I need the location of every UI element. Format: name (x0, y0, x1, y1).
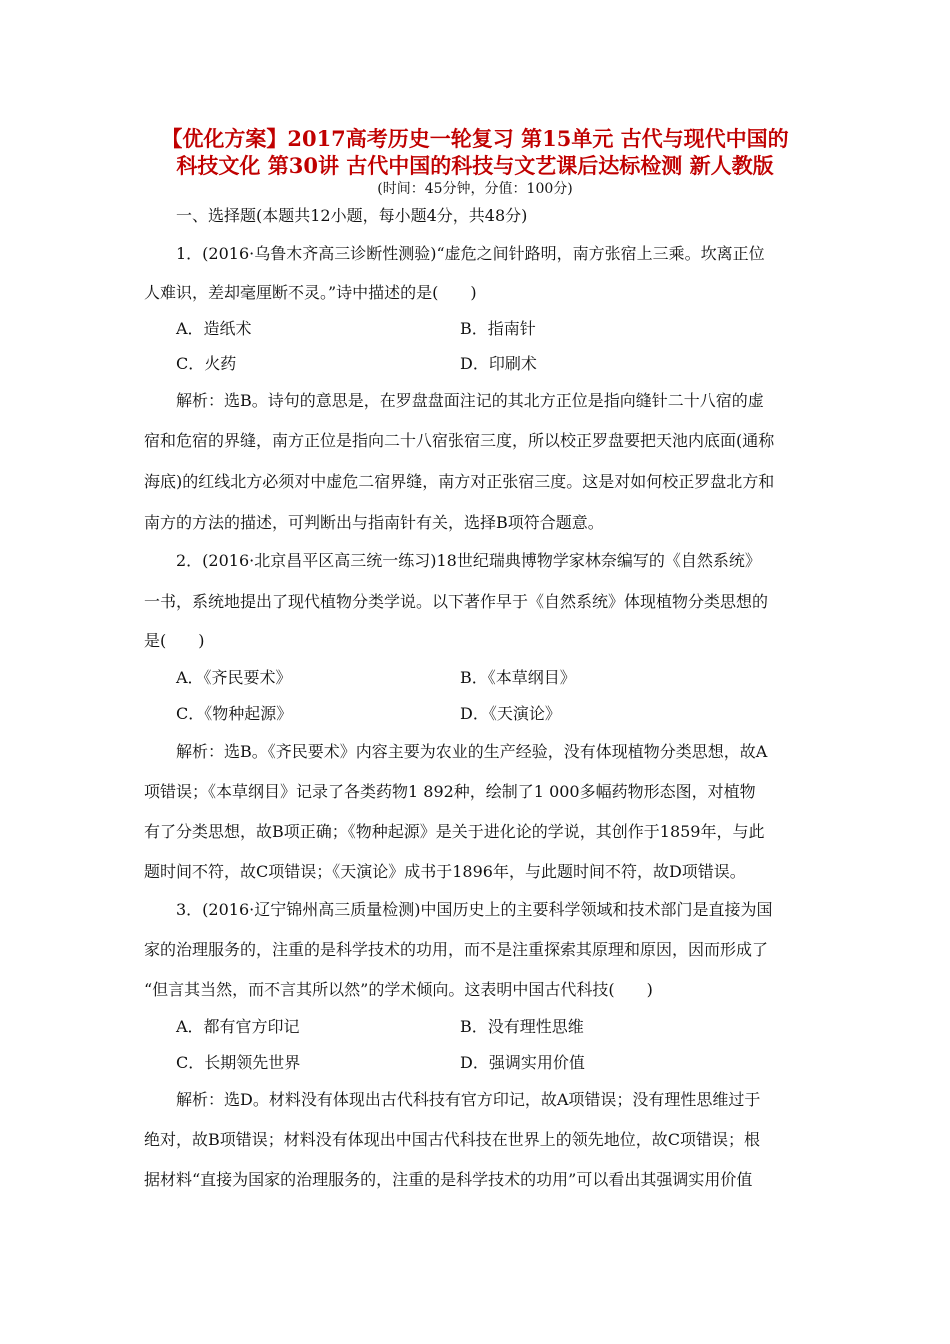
question-2-line3: 是( ) (144, 631, 205, 650)
answer-2-line2: 项错误；《本草纲目》记录了各类药物1 892种，绘制了1 000多幅药物形态图，对植物 (144, 782, 756, 801)
option-b: B．指南针 (460, 319, 536, 338)
question-1-line2: 人难识，差却毫厘断不灵。”诗中描述的是( ) (144, 283, 477, 302)
answer-3-line1: 解析：选D。材料没有体现出古代科技有官方印记，故A项错误；没有理性思维过于 (176, 1090, 761, 1109)
option-c: C．火药 (176, 354, 237, 373)
question-3-line2: 家的治理服务的，注重的是科学技术的功用，而不是注重探索其原理和原因，因而形成了 (144, 940, 769, 959)
answer-2-line1: 解析：选B。《齐民要术》内容主要为农业的生产经验，没有体现植物分类思想，故A (176, 742, 768, 761)
option-c: C．《物种起源》 (176, 704, 293, 723)
option-d: D．印刷术 (460, 354, 537, 373)
option-d: D．《天演论》 (460, 704, 561, 723)
option-a: A．都有官方印记 (176, 1017, 300, 1036)
answer-2-line4: 题时间不符，故C项错误；《天演论》成书于1896年，与此题时间不符，故D项错误。 (144, 862, 746, 881)
option-c: C．长期领先世界 (176, 1053, 301, 1072)
section-heading: 一、选择题(本题共12小题，每小题4分，共48分) (176, 206, 528, 225)
answer-2-line3: 有了分类思想，故B项正确；《物种起源》是关于进化论的学说，其创作于1859年，与此 (144, 822, 765, 841)
answer-1-line3: 海底)的红线北方必须对中虚危二宿界缝，南方对正张宿三度。这是对如何校正罗盘北方和 (144, 472, 775, 491)
question-2-line2: 一书，系统地提出了现代植物分类学说。以下著作早于《自然系统》体现植物分类思想的 (144, 592, 769, 611)
question-1-line1: 1．(2016·乌鲁木齐高三诊断性测验)“虚危之间针路明，南方张宿上三乘。坎离正位 (176, 244, 765, 263)
option-a: A．《齐民要术》 (176, 668, 292, 687)
answer-3-line2: 绝对，故B项错误；材料没有体现出中国古代科技在世界上的领先地位，故C项错误；根 (144, 1130, 761, 1149)
question-2-line1: 2．(2016·北京昌平区高三统一练习)18世纪瑞典博物学家林奈编写的《自然系统》 (176, 551, 761, 570)
answer-1-line4: 南方的方法的描述，可判断出与指南针有关，选择B项符合题意。 (144, 513, 604, 532)
option-d: D．强调实用价值 (460, 1053, 585, 1072)
option-b: B．《本草纲目》 (460, 668, 576, 687)
answer-1-line2: 宿和危宿的界缝，南方正位是指向二十八宿张宿三度，所以校正罗盘要把天池内底面(通称 (144, 431, 775, 450)
option-a: A．造纸术 (176, 319, 252, 338)
question-3-line3: “但言其当然，而不言其所以然”的学术倾向。这表明中国古代科技( ) (144, 980, 653, 999)
doc-title-line1: 【优化方案】2017高考历史一轮复习 第15单元 古代与现代中国的 (161, 126, 789, 151)
option-b: B．没有理性思维 (460, 1017, 584, 1036)
time-score-info: (时间：45分钟，分值：100分) (377, 181, 573, 197)
doc-title-line2: 科技文化 第30讲 古代中国的科技与文艺课后达标检测 新人教版 (176, 153, 774, 178)
question-3-line1: 3．(2016·辽宁锦州高三质量检测)中国历史上的主要科学领域和技术部门是直接为国 (176, 900, 773, 919)
answer-1-line1: 解析：选B。诗句的意思是，在罗盘盘面注记的其北方正位是指向缝针二十八宿的虚 (176, 391, 764, 410)
answer-3-line3: 据材料“直接为国家的治理服务的，注重的是科学技术的功用”可以看出其强调实用价值 (144, 1170, 753, 1189)
